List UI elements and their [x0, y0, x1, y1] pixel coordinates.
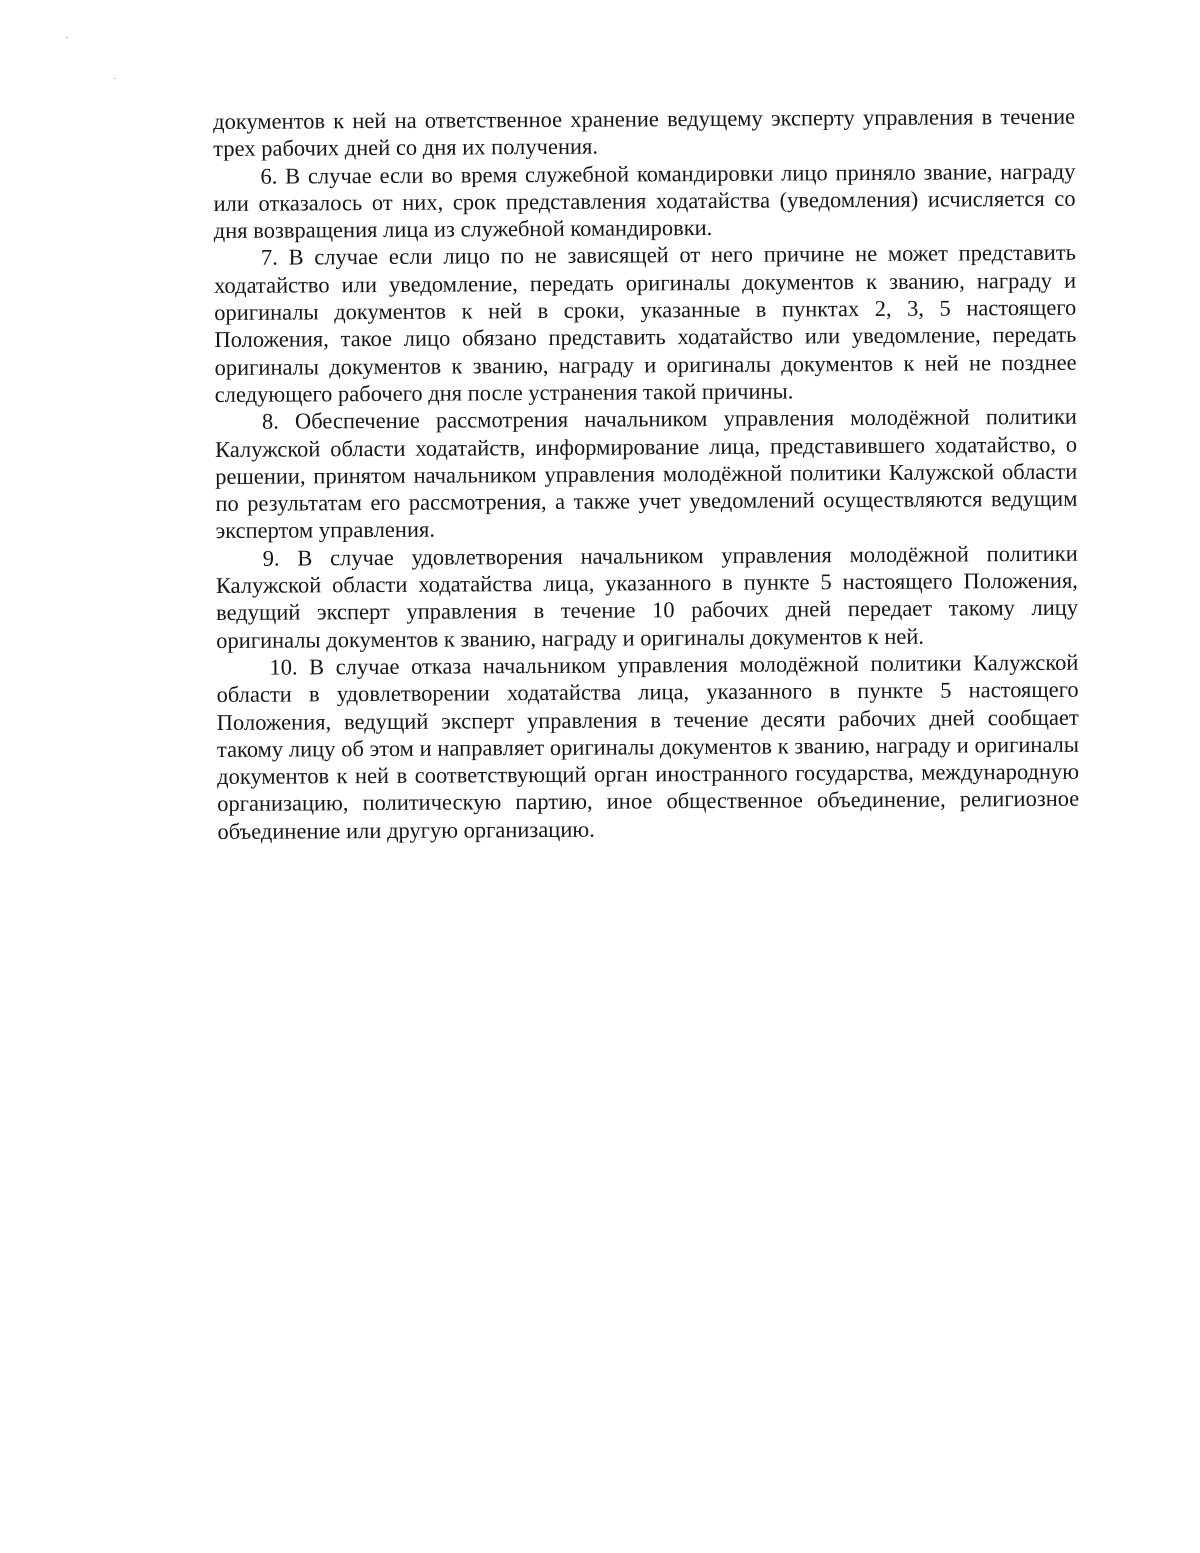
paragraph-item-7: 7. В случае если лицо по не зависящей от него причине не может представить ходатайство или уведомление, передать оригиналы документов к званию, награду и оригиналы документов к ней в сроки, указанные в пунктах 2, 3, 5 настоящего Положения, такое лицо обязано представить ходатайство или уведомление, передать оригиналы документов к званию, награду и оригиналы документов к ней не позднее следующего рабочего дня после устранения такой причины.: [214, 240, 1077, 407]
paragraph-continuation: документов к ней на ответственное хранение ведущему эксперту управления в течение трех рабочих дней со дня их получения.: [213, 103, 1076, 162]
document-body: [213, 103, 1079, 845]
paragraph-item-8: 8. Обеспечение рассмотрения начальником управления молодёжной политики Калужской области ходатайств, информирование лица, представившего ходатайство, о решении, принятом начальником управления молодёжной политики Калужской области по результатам его рассмотрения, а также учет уведомлений осуществляются ведущим экспертом управления.: [215, 403, 1078, 544]
paragraph-item-9: 9. В случае удовлетворения начальником управления молодёжной политики Калужской области ходатайства лица, указанного в пункте 5 настоящего Положения, ведущий эксперт управления в течение 10 рабочих дней передает такому лицу оригиналы документов к званию, награду и оригиналы документов к ней.: [215, 540, 1079, 653]
scan-speck: [66, 37, 68, 38]
paragraph-item-10: 10. В случае отказа начальником управления молодёжной политики Калужской области в удовлетворении ходатайства лица, указанного в пункте 5 настоящего Положения, ведущий эксперт управления в течение десяти рабочих дней сообщает такому лицу об этом и направляет оригиналы документов к званию, награду и оригиналы документов к ней в соответствующий орган иностранного государства, международную организацию, политическую партию, иное общественное объединение, религиозное объединение или другую организацию.: [216, 649, 1080, 844]
paragraph-item-6: 6. В случае если во время служебной командировки лицо приняло звание, награду или отказалось от них, срок представления ходатайства (уведомления) исчисляется со дня возвращения лица из служебной командировки.: [213, 158, 1076, 244]
scan-speck: [114, 78, 116, 79]
